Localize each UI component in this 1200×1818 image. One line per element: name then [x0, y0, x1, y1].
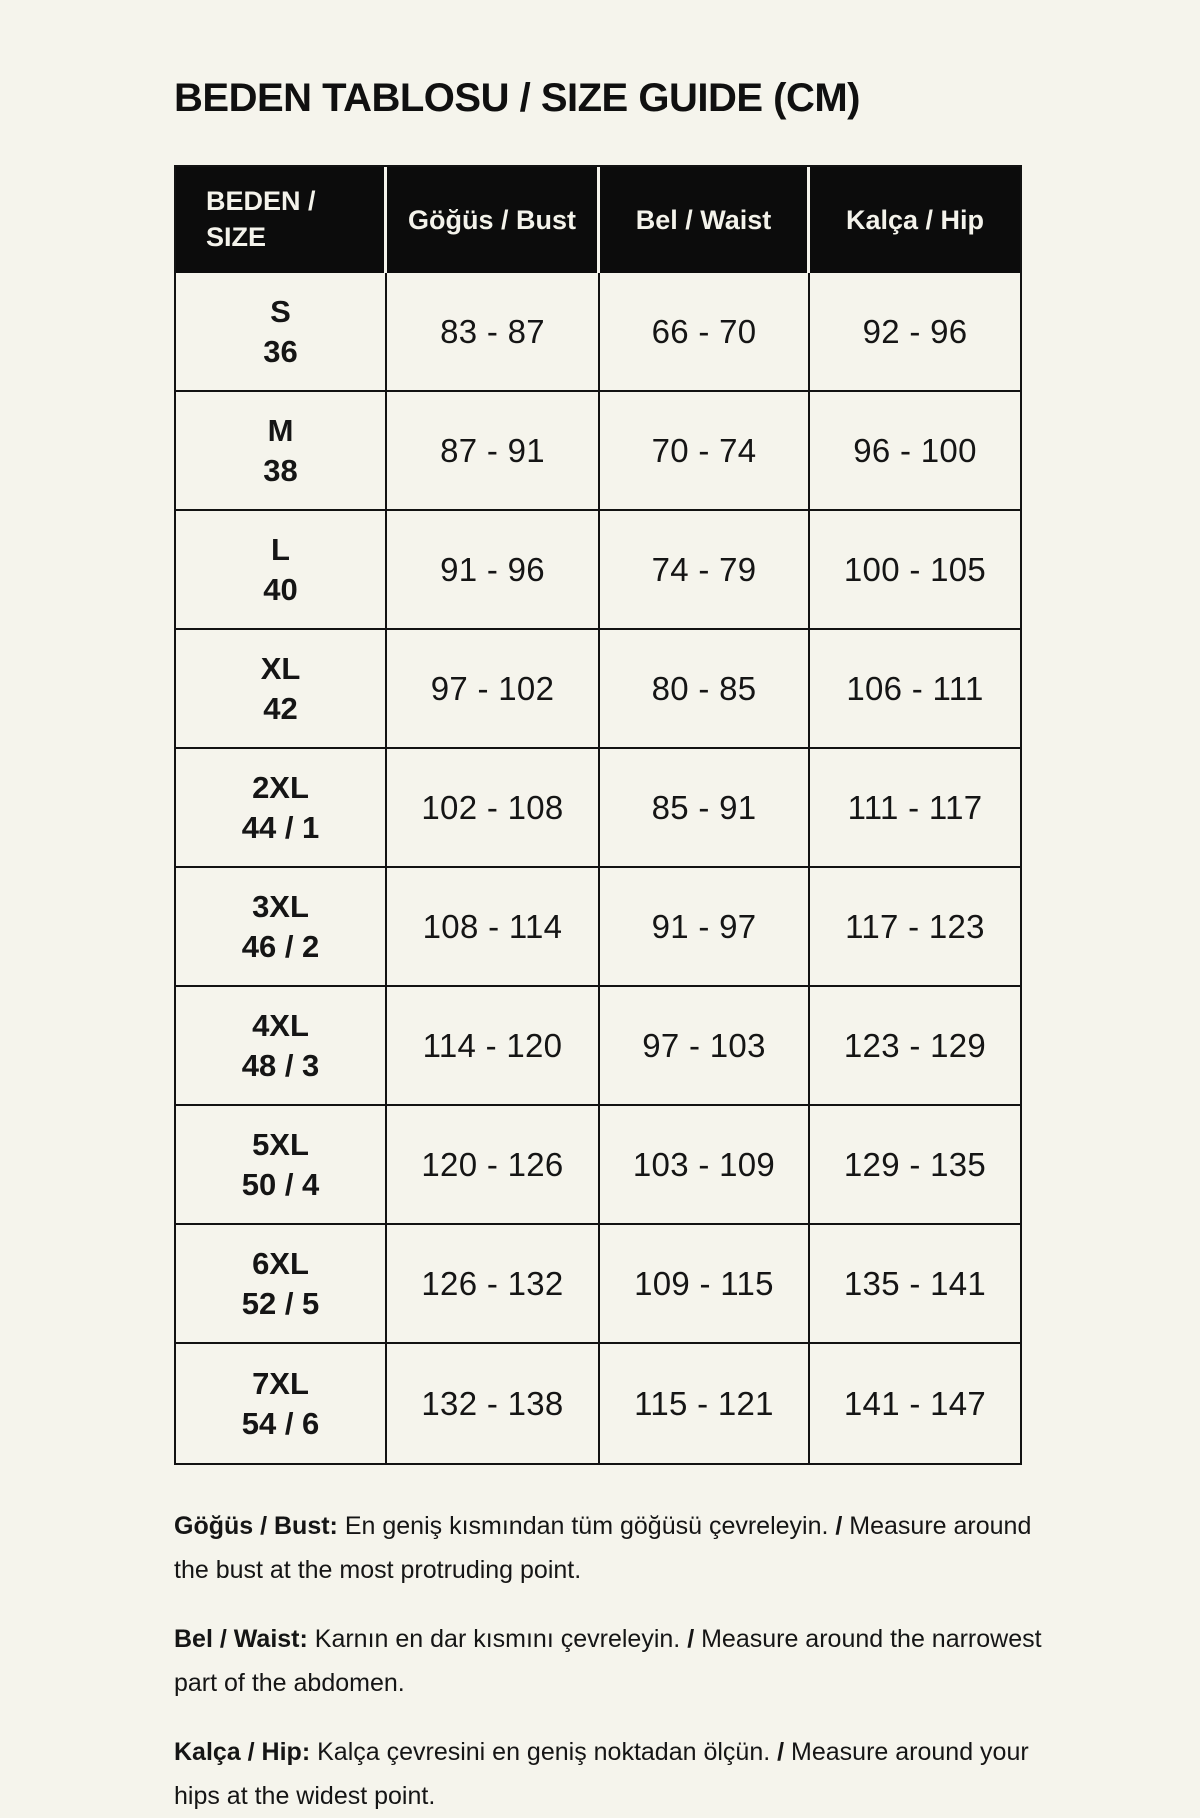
size-guide-table [174, 165, 1022, 1465]
waist-cell: 85 - 91 [600, 749, 810, 868]
size-cell [176, 1106, 387, 1225]
header-cell-bust: Göğüs / Bust [387, 167, 600, 273]
hip-cell: 135 - 141 [810, 1225, 1020, 1344]
bust-cell: 108 - 114 [387, 868, 600, 987]
size-name: L [271, 531, 290, 567]
bust-cell: 83 - 87 [387, 273, 600, 392]
bust-cell: 91 - 96 [387, 511, 600, 630]
size-name: M [267, 412, 294, 448]
note-hip-turkish: Kalça çevresini en geniş noktadan ölçün. [317, 1738, 771, 1766]
note-waist-turkish: Karnın en dar kısmını çevreleyin. [314, 1625, 681, 1653]
bust-cell: 132 - 138 [387, 1344, 600, 1463]
size-name: 5XL [252, 1126, 309, 1162]
header-cell-waist: Bel / Waist [600, 167, 810, 273]
hip-cell: 123 - 129 [810, 987, 1020, 1106]
size-number: 46 / 2 [241, 928, 320, 964]
size-name: 3XL [252, 888, 309, 924]
bust-cell: 87 - 91 [387, 392, 600, 511]
size-cell [176, 1344, 387, 1463]
waist-cell: 74 - 79 [600, 511, 810, 630]
bust-cell: 120 - 126 [387, 1106, 600, 1225]
hip-cell: 92 - 96 [810, 273, 1020, 392]
header-size-line1: BEDEN / [206, 186, 316, 217]
bust-cell: 114 - 120 [387, 987, 600, 1106]
hip-cell: 100 - 105 [810, 511, 1020, 630]
size-number: 40 [263, 571, 298, 607]
size-number: 38 [263, 452, 298, 488]
waist-cell: 115 - 121 [600, 1344, 810, 1463]
note-hip-english: Measure around your hips at the widest point. [174, 1738, 1029, 1810]
size-name: 6XL [252, 1245, 309, 1281]
note-waist-english: Measure around the narrowest part of the abdomen. [174, 1625, 1042, 1697]
note-bust-turkish: En geniş kısmından tüm göğüsü çevreleyin. [344, 1512, 829, 1540]
size-cell [176, 987, 387, 1106]
note-bust-separator: / [835, 1512, 843, 1540]
hip-cell: 111 - 117 [810, 749, 1020, 868]
size-number: 52 / 5 [241, 1285, 320, 1321]
waist-cell: 109 - 115 [600, 1225, 810, 1344]
waist-cell: 103 - 109 [600, 1106, 810, 1225]
size-number: 50 / 4 [241, 1166, 320, 1202]
size-cell [176, 273, 387, 392]
waist-cell: 70 - 74 [600, 392, 810, 511]
size-cell [176, 749, 387, 868]
size-number: 44 / 1 [241, 809, 320, 845]
note-waist-separator: / [687, 1625, 695, 1653]
size-number: 36 [263, 333, 298, 369]
waist-cell: 80 - 85 [600, 630, 810, 749]
page-title: BEDEN TABLOSU / SIZE GUIDE (CM) [174, 76, 860, 120]
note-waist [174, 1618, 1046, 1705]
hip-cell: 106 - 111 [810, 630, 1020, 749]
note-waist-label: Bel / Waist: [174, 1625, 308, 1653]
size-cell [176, 868, 387, 987]
size-cell [176, 392, 387, 511]
measurement-notes [174, 1505, 1046, 1818]
size-number: 54 / 6 [241, 1405, 320, 1441]
header-size-label [206, 184, 316, 255]
header-cell-hip: Kalça / Hip [810, 167, 1020, 273]
size-name: 7XL [252, 1365, 309, 1401]
size-name: 2XL [252, 769, 309, 805]
hip-cell: 117 - 123 [810, 868, 1020, 987]
note-hip-separator: / [777, 1738, 785, 1766]
size-name: 4XL [252, 1007, 309, 1043]
hip-cell: 129 - 135 [810, 1106, 1020, 1225]
size-cell [176, 511, 387, 630]
waist-cell: 66 - 70 [600, 273, 810, 392]
size-number: 48 / 3 [241, 1047, 320, 1083]
note-bust-english: Measure around the bust at the most protruding point. [174, 1512, 1032, 1584]
hip-cell: 96 - 100 [810, 392, 1020, 511]
size-name: S [270, 293, 291, 329]
note-bust-label: Göğüs / Bust: [174, 1512, 338, 1540]
size-cell [176, 630, 387, 749]
bust-cell: 97 - 102 [387, 630, 600, 749]
waist-cell: 97 - 103 [600, 987, 810, 1106]
waist-cell: 91 - 97 [600, 868, 810, 987]
header-size-line2: SIZE [206, 222, 267, 252]
note-bust [174, 1505, 1046, 1592]
bust-cell: 102 - 108 [387, 749, 600, 868]
header-cell-size [176, 167, 387, 273]
size-number: 42 [263, 690, 298, 726]
size-cell [176, 1225, 387, 1344]
size-name: XL [260, 650, 301, 686]
note-hip-label: Kalça / Hip: [174, 1738, 311, 1766]
bust-cell: 126 - 132 [387, 1225, 600, 1344]
note-hip [174, 1731, 1046, 1818]
hip-cell: 141 - 147 [843, 1384, 987, 1422]
